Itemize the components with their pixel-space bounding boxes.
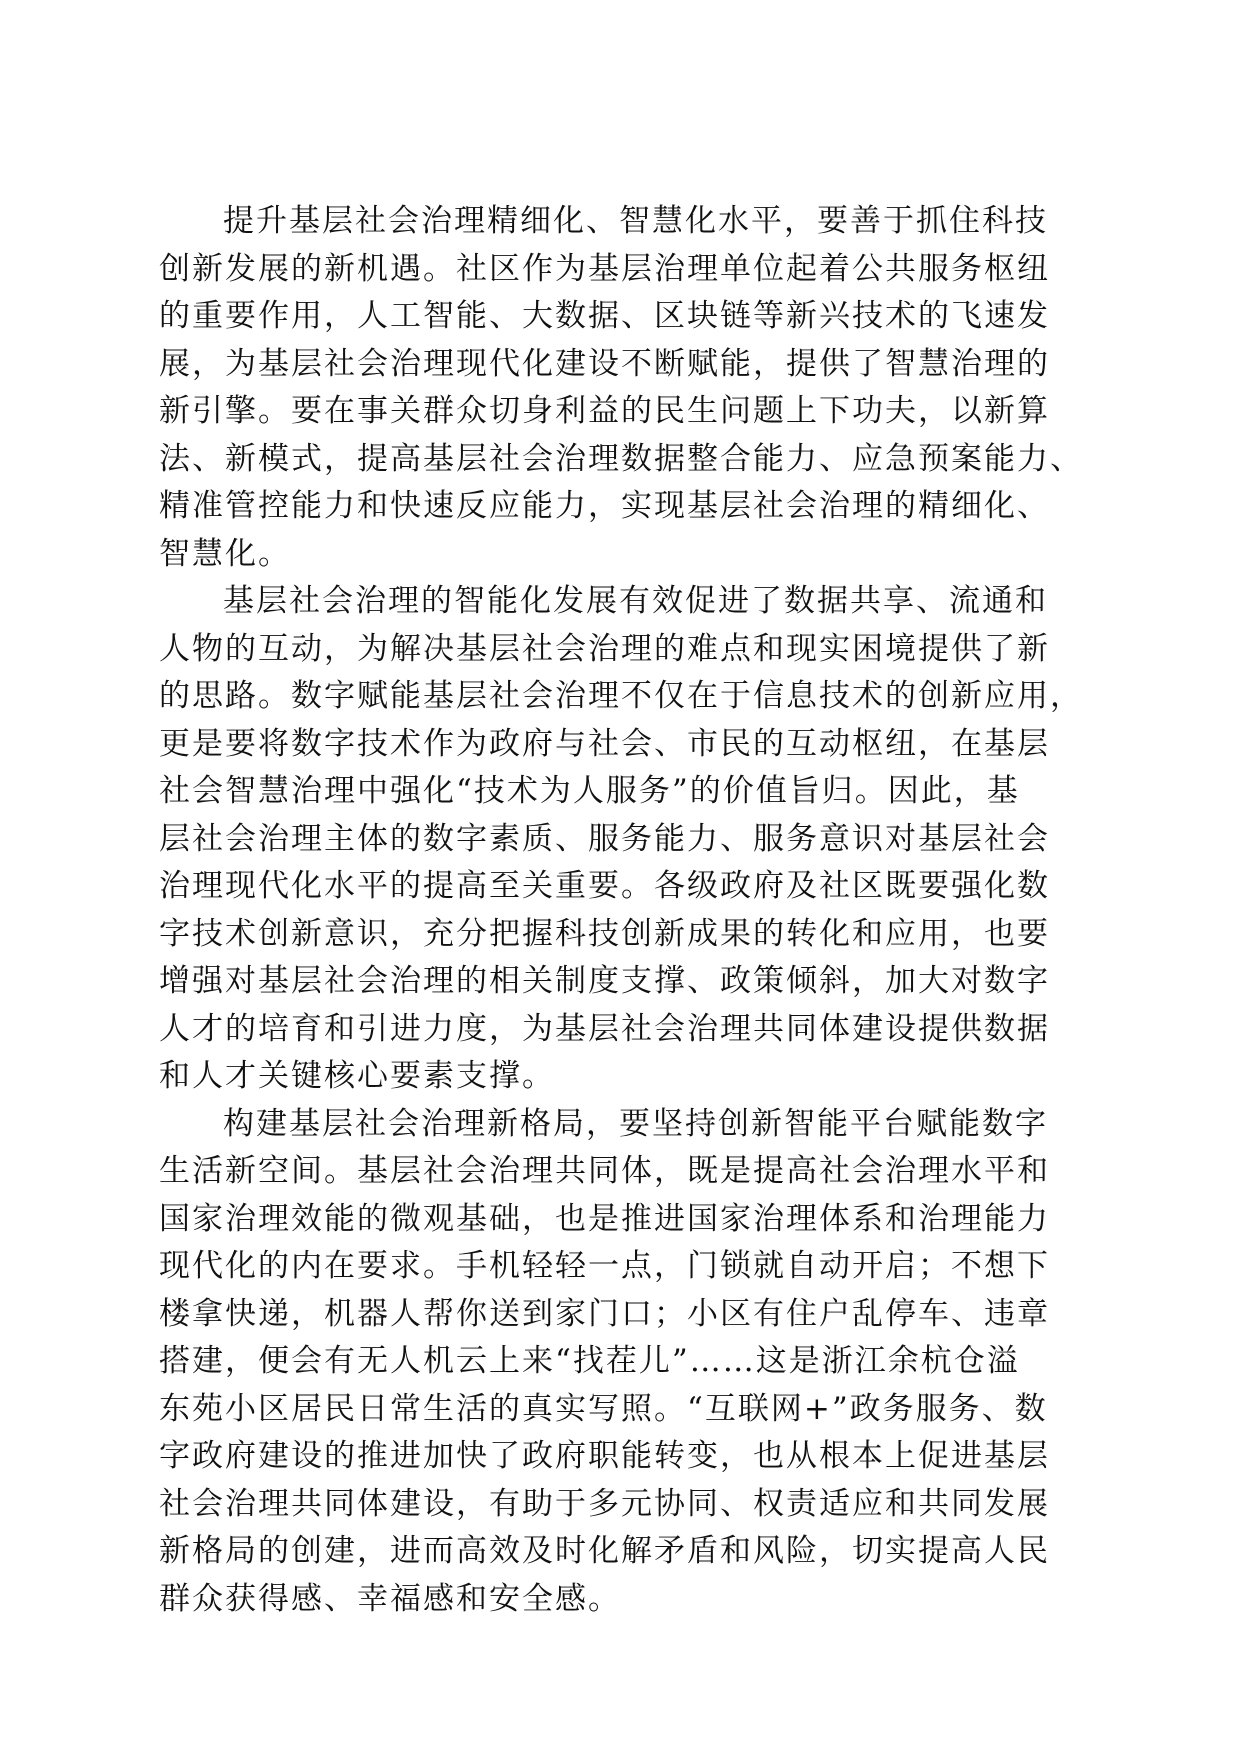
paragraph-line: 的思路。数字赋能基层社会治理不仅在于信息技术的创新应用， — [159, 678, 1083, 714]
paragraph-line: 展，为基层社会治理现代化建设不断赋能，提供了智慧治理的 — [159, 345, 1050, 382]
paragraph-line: 社会智慧治理中强化“技术为人服务”的价值旨归。因此，基 — [159, 773, 1020, 809]
paragraph-line: 国家治理效能的微观基础，也是推进国家治理体系和治理能力 — [159, 1200, 1050, 1237]
paragraph-2 — [159, 578, 1083, 1101]
paragraph-1 — [159, 198, 1083, 578]
paragraph-line: 构建基层社会治理新格局，要坚持创新智能平台赋能数字 — [223, 1105, 1048, 1142]
article-body — [159, 198, 1083, 1623]
paragraph-line: 提升基层社会治理精细化、智慧化水平，要善于抓住科技 — [223, 203, 1048, 239]
paragraph-line: 智慧化。 — [159, 535, 291, 572]
paragraph-line: 创新发展的新机遇。社区作为基层治理单位起着公共服务枢纽 — [159, 250, 1050, 287]
paragraph-line: 治理现代化水平的提高至关重要。各级政府及社区既要强化数 — [159, 868, 1050, 904]
paragraph-3 — [159, 1101, 1079, 1624]
paragraph-line: 的重要作用，人工智能、大数据、区块链等新兴技术的飞速发 — [159, 298, 1050, 334]
paragraph-line: 社会治理共同体建设，有助于多元协同、权责适应和共同发展 — [159, 1485, 1050, 1522]
paragraph-line: 东苑小区居民日常生活的真实写照。“互联网+”政务服务、数 — [159, 1390, 1048, 1427]
paragraph-line: 人物的互动，为解决基层社会治理的难点和现实困境提供了新 — [159, 630, 1050, 667]
paragraph-line: 楼拿快递，机器人帮你送到家门口；小区有住户乱停车、违章 — [159, 1295, 1050, 1332]
paragraph-line: 生活新空间。基层社会治理共同体，既是提高社会治理水平和 — [159, 1153, 1050, 1189]
paragraph-line: 字技术创新意识，充分把握科技创新成果的转化和应用，也要 — [159, 915, 1050, 952]
paragraph-line: 现代化的内在要求。手机轻轻一点，门锁就自动开启；不想下 — [159, 1248, 1050, 1284]
paragraph-line: 精准管控能力和快速反应能力，实现基层社会治理的精细化、 — [159, 488, 1050, 524]
paragraph-line: 群众获得感、幸福感和安全感。 — [159, 1580, 621, 1617]
paragraph-line: 基层社会治理的智能化发展有效促进了数据共享、流通和 — [223, 583, 1048, 619]
paragraph-line: 搭建，便会有无人机云上来“找茬儿”……这是浙江余杭仓溢 — [159, 1343, 1020, 1379]
paragraph-line: 更是要将数字技术作为政府与社会、市民的互动枢纽，在基层 — [159, 725, 1050, 762]
paragraph-line: 新格局的创建，进而高效及时化解矛盾和风险，切实提高人民 — [159, 1533, 1050, 1569]
paragraph-line: 法、新模式，提高基层社会治理数据整合能力、应急预案能力、 — [159, 440, 1083, 477]
paragraph-line: 增强对基层社会治理的相关制度支撑、政策倾斜，加大对数字 — [159, 963, 1050, 999]
paragraph-line: 人才的培育和引进力度，为基层社会治理共同体建设提供数据 — [159, 1010, 1050, 1047]
paragraph-line: 字政府建设的推进加快了政府职能转变，也从根本上促进基层 — [159, 1438, 1050, 1474]
paragraph-line: 和人才关键核心要素支撑。 — [159, 1058, 555, 1094]
paragraph-line: 层社会治理主体的数字素质、服务能力、服务意识对基层社会 — [159, 820, 1050, 857]
paragraph-line: 新引擎。要在事关群众切身利益的民生问题上下功夫，以新算 — [159, 393, 1050, 429]
